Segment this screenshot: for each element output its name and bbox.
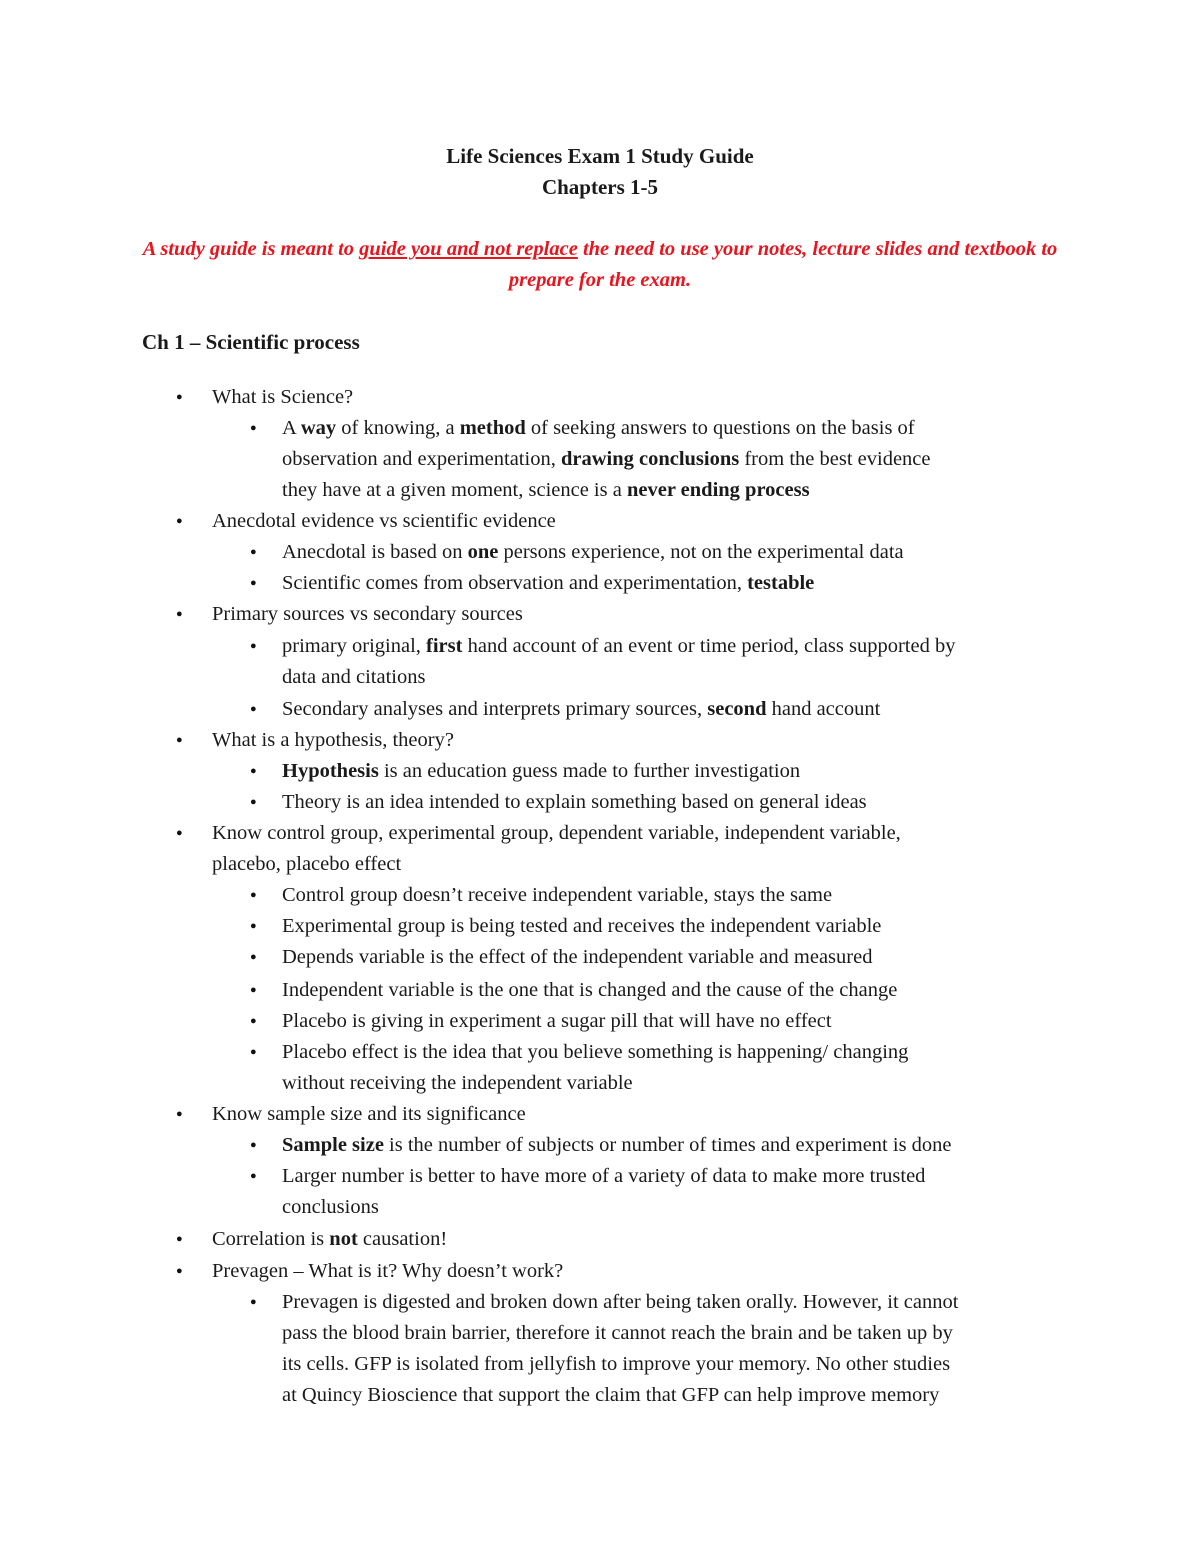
bullet-icon: ●: [250, 1046, 257, 1058]
bullet-icon: ●: [250, 1296, 257, 1308]
note-underlined-text: guide you and not replace: [359, 238, 578, 260]
bullet-icon: ●: [250, 640, 257, 652]
bullet-icon: ●: [250, 765, 257, 777]
note-text-1: A study guide is meant to: [142, 238, 360, 260]
sub-list-item: Control group doesn’t receive independent variable, stays the same: [282, 884, 833, 906]
bullet-icon: ●: [250, 951, 257, 963]
sub-list-item: Placebo effect is the idea that you believe something is happening/ changing: [282, 1041, 909, 1063]
list-item-continuation: placebo, placebo effect: [212, 853, 402, 875]
document-subtitle: Chapters 1-5: [541, 175, 659, 199]
bullet-icon: ●: [250, 889, 257, 901]
list-item: Prevagen – What is it? Why doesn’t work?: [212, 1260, 564, 1282]
document-title: Life Sciences Exam 1 Study Guide: [446, 144, 754, 168]
list-item: Correlation is not causation!: [212, 1228, 448, 1250]
sub-list-item-continuation: they have at a given moment, science is a never ending process: [282, 479, 810, 501]
sub-list-item: Prevagen is digested and broken down after being taken orally. However, it cannot: [282, 1291, 959, 1313]
bullet-icon: ●: [250, 577, 257, 589]
list-item: Know control group, experimental group, dependent variable, independent variable,: [212, 822, 901, 844]
sub-list-item: Scientific comes from observation and experimentation, testable: [282, 572, 815, 594]
sub-list-item: Placebo is giving in experiment a sugar pill that will have no effect: [282, 1010, 832, 1032]
sub-list-item: Depends variable is the effect of the independent variable and measured: [282, 946, 873, 968]
sub-list-item-continuation: at Quincy Bioscience that support the claim that GFP can help improve memory: [282, 1384, 940, 1406]
bullet-icon: ●: [250, 422, 257, 434]
sub-list-item: A way of knowing, a method of seeking answers to questions on the basis of: [282, 417, 915, 439]
sub-list-item: Sample size is the number of subjects or number of times and experiment is done: [282, 1134, 952, 1156]
sub-list-item: Experimental group is being tested and receives the independent variable: [282, 915, 882, 937]
bullet-icon: ●: [176, 1108, 183, 1120]
list-item: Primary sources vs secondary sources: [212, 603, 523, 625]
bullet-icon: ●: [250, 796, 257, 808]
sub-list-item: Larger number is better to have more of a variety of data to make more trusted: [282, 1165, 926, 1187]
bullet-icon: ●: [176, 827, 183, 839]
bullet-icon: ●: [176, 1233, 183, 1245]
section-heading: Ch 1 – Scientific process: [142, 330, 360, 354]
sub-list-item: Hypothesis is an education guess made to further investigation: [282, 760, 801, 782]
bullet-icon: ●: [250, 703, 257, 715]
sub-list-item-continuation: data and citations: [282, 666, 426, 688]
sub-list-item: Anecdotal is based on one persons experience, not on the experimental data: [282, 541, 904, 563]
sub-list-item-continuation: pass the blood brain barrier, therefore it cannot reach the brain and be taken up by: [282, 1322, 953, 1344]
sub-list-item-continuation: conclusions: [282, 1196, 379, 1218]
list-item: What is a hypothesis, theory?: [212, 729, 454, 751]
bullet-icon: ●: [176, 1265, 183, 1277]
sub-list-item-continuation: its cells. GFP is isolated from jellyfish to improve your memory. No other studies: [282, 1353, 951, 1375]
bullet-icon: ●: [250, 546, 257, 558]
bullet-icon: ●: [176, 391, 183, 403]
list-item: What is Science?: [212, 386, 354, 408]
bullet-icon: ●: [250, 1139, 257, 1151]
sub-list-item-continuation: without receiving the independent variable: [282, 1072, 633, 1094]
bullet-icon: ●: [176, 608, 183, 620]
bullet-icon: ●: [250, 984, 257, 996]
list-item: Know sample size and its significance: [212, 1103, 526, 1125]
bullet-icon: ●: [250, 920, 257, 932]
sub-list-item-continuation: observation and experimentation, drawing conclusions from the best evidence: [282, 448, 931, 470]
study-guide-note: [140, 234, 1060, 296]
bullet-icon: ●: [250, 1015, 257, 1027]
list-item: Anecdotal evidence vs scientific evidence: [212, 510, 556, 532]
sub-list-item: Theory is an idea intended to explain something based on general ideas: [282, 791, 867, 813]
note-text-2: the need to use your notes, lecture slides and textbook to prepare for the exam.: [508, 238, 1058, 291]
sub-list-item: Secondary analyses and interprets primary sources, second hand account: [282, 698, 881, 720]
bullet-icon: ●: [176, 734, 183, 746]
bullet-icon: ●: [176, 515, 183, 527]
sub-list-item: Independent variable is the one that is changed and the cause of the change: [282, 979, 898, 1001]
sub-list-item: primary original, first hand account of an event or time period, class supported by: [282, 635, 956, 657]
bullet-icon: ●: [250, 1170, 257, 1182]
